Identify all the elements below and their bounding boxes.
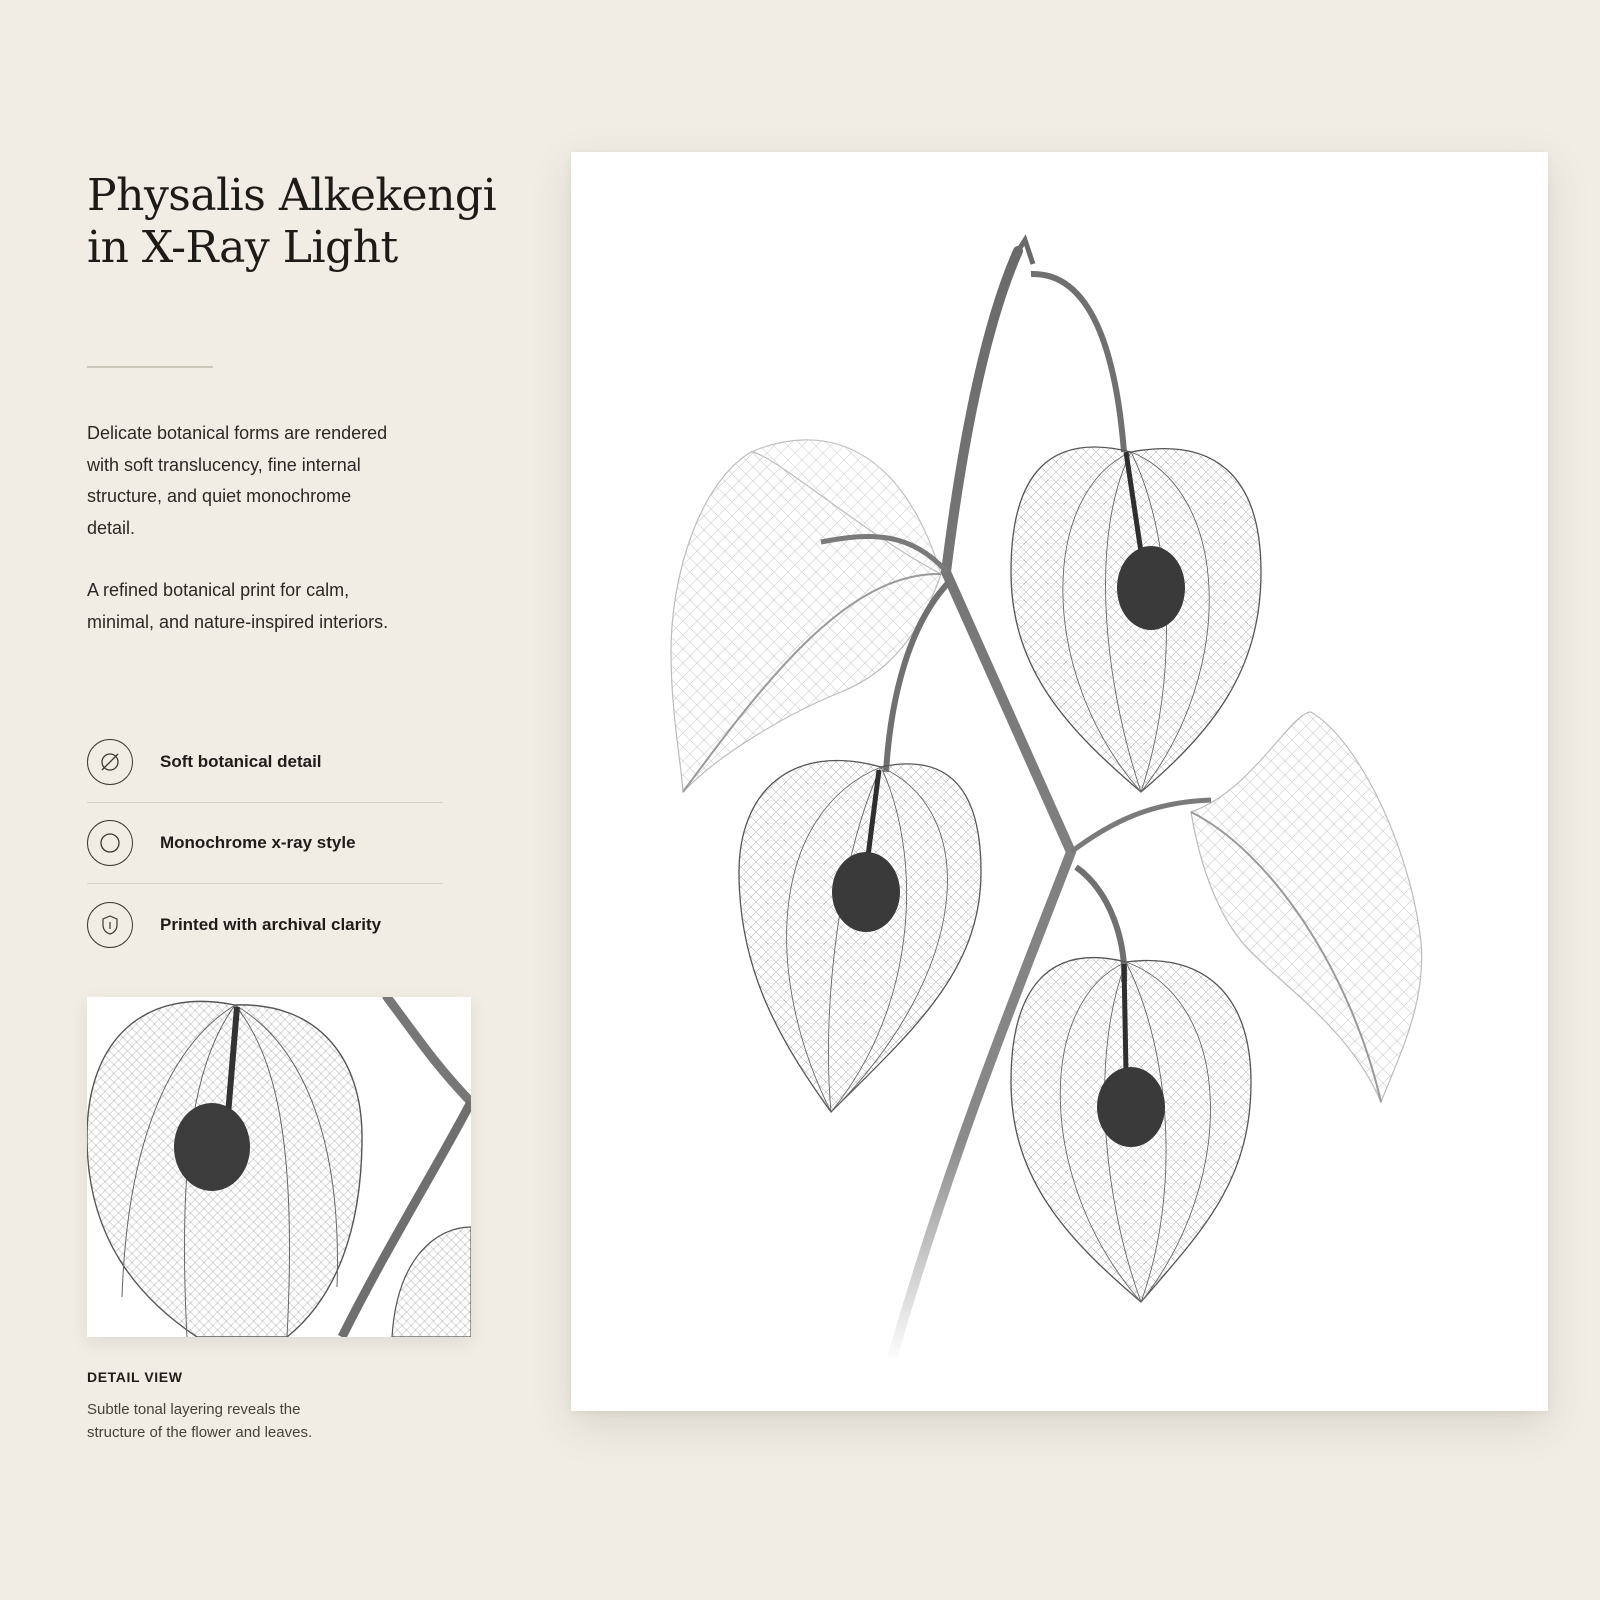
husk-bottom-right	[1011, 958, 1251, 1302]
description-paragraph-2: A refined botanical print for calm, minimal, and nature-inspired interiors.	[87, 580, 389, 632]
leaf-slash-icon	[87, 739, 133, 785]
feature-list	[87, 722, 443, 965]
feature-item	[87, 722, 443, 803]
feature-item	[87, 884, 443, 965]
detail-image	[87, 997, 471, 1337]
feature-label: Printed with archival clarity	[160, 914, 382, 934]
description-paragraph-1: Delicate botanical forms are rendered with soft translucency, fine internal structure, and quiet monochrome detail.	[87, 423, 388, 538]
circle-icon	[87, 820, 133, 866]
title-divider	[87, 366, 213, 368]
description	[87, 418, 397, 638]
shield-icon	[87, 902, 133, 948]
feature-label: Monochrome x-ray style	[160, 833, 356, 852]
detail-title: DETAIL VIEW	[87, 1369, 183, 1385]
feature-item	[87, 803, 443, 884]
detail-description: Subtle tonal layering reveals the structure of the flower and leaves.	[87, 1401, 313, 1441]
husk-top-right	[1011, 447, 1261, 792]
husk-mid-left	[739, 761, 981, 1112]
feature-label: Soft botanical detail	[160, 752, 322, 771]
botanical-print	[571, 152, 1548, 1411]
page-title: Physalis Alkekengi in X-Ray Light	[87, 170, 497, 273]
